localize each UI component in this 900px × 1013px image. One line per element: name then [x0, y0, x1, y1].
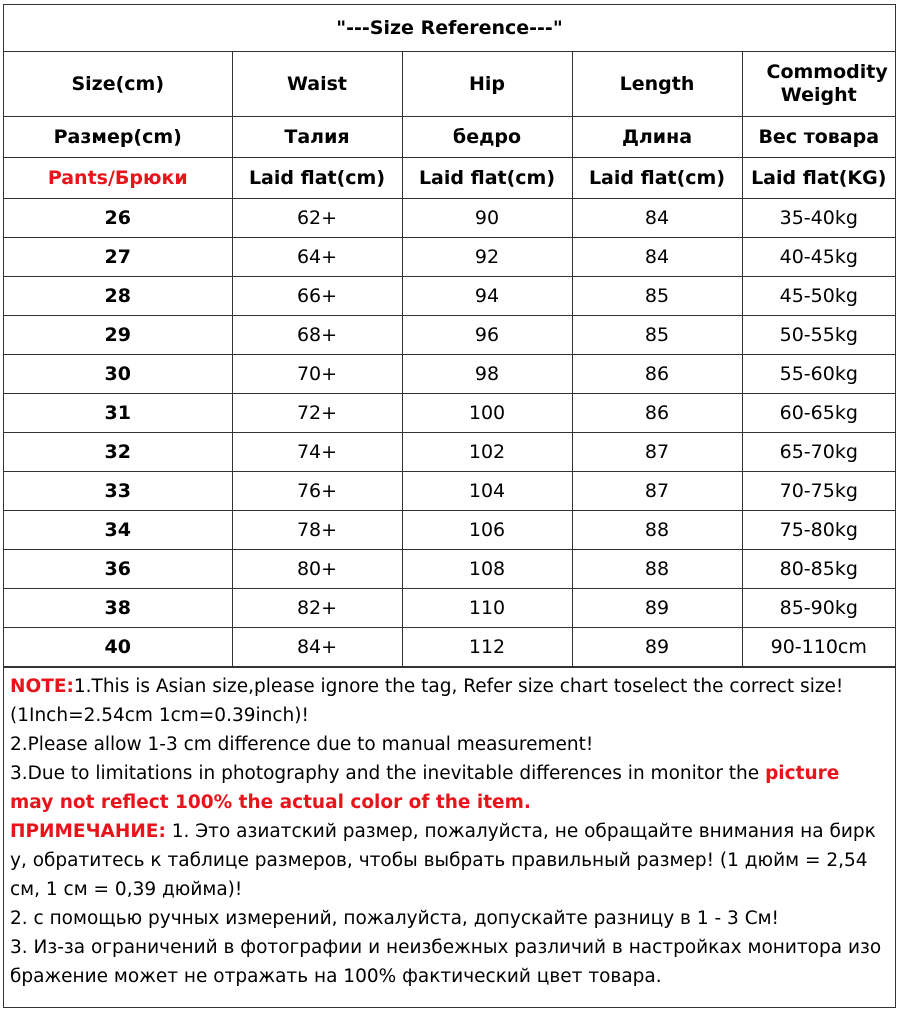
hip-cell: 98 [402, 355, 572, 394]
header-weight: Commodity Weight [742, 52, 895, 117]
table-row [4, 589, 895, 628]
length-cell: 87 [572, 472, 742, 511]
waist-cell: 68+ [232, 316, 402, 355]
note-3 [10, 759, 887, 817]
table-row [4, 550, 895, 589]
hip-cell: 92 [402, 238, 572, 277]
waist-cell: 64+ [232, 238, 402, 277]
weight-cell: 80-85kg [742, 550, 895, 589]
size-cell: 40 [4, 628, 232, 667]
header-weight-ru: Вес товара [742, 117, 895, 158]
note-1 [10, 672, 887, 730]
size-cell: 27 [4, 238, 232, 277]
length-cell: 88 [572, 550, 742, 589]
header-length-ru: Длина [572, 117, 742, 158]
table-row [4, 355, 895, 394]
hip-cell: 96 [402, 316, 572, 355]
note-ru-1 [10, 817, 887, 904]
hip-cell: 108 [402, 550, 572, 589]
unit-weight: Laid flat(KG) [742, 158, 895, 199]
hip-cell: 102 [402, 433, 572, 472]
sheet-title: "---Size Reference---" [4, 5, 895, 52]
table-row [4, 472, 895, 511]
table-row [4, 238, 895, 277]
table-row [4, 316, 895, 355]
table-row [4, 433, 895, 472]
note-1-text: 1.This is Asian size,please ignore the tag, Refer size chart toselect the correct size!(1Inch=2.54cm 1cm=0.39inch)! [10, 676, 844, 726]
header-hip-ru: бедро [402, 117, 572, 158]
waist-cell: 74+ [232, 433, 402, 472]
hip-cell: 112 [402, 628, 572, 667]
waist-cell: 62+ [232, 199, 402, 238]
note-ru-1-text: 1. Это азиатский размер, пожалуйста, не обращайте внимания на бирк у, обратитесь к таблице размеров, чтобы выбрать правильный размер! (1 дюйм = 2,54 см, 1 см = 0,39 дюйма)! [10, 821, 876, 900]
hip-cell: 90 [402, 199, 572, 238]
size-cell: 32 [4, 433, 232, 472]
size-table [4, 52, 895, 667]
waist-cell: 76+ [232, 472, 402, 511]
hip-cell: 110 [402, 589, 572, 628]
weight-cell: 55-60kg [742, 355, 895, 394]
pants-label: Pants/Брюки [4, 158, 232, 199]
header-waist-ru: Талия [232, 117, 402, 158]
weight-cell: 60-65kg [742, 394, 895, 433]
header-waist: Waist [232, 52, 402, 117]
header-hip: Hip [402, 52, 572, 117]
length-cell: 86 [572, 355, 742, 394]
weight-cell: 65-70kg [742, 433, 895, 472]
table-row [4, 628, 895, 667]
waist-cell: 80+ [232, 550, 402, 589]
header-row-russian [4, 117, 895, 158]
weight-cell: 90-110cm [742, 628, 895, 667]
table-row [4, 277, 895, 316]
length-cell: 89 [572, 589, 742, 628]
size-cell: 26 [4, 199, 232, 238]
size-cell: 30 [4, 355, 232, 394]
weight-cell: 40-45kg [742, 238, 895, 277]
length-cell: 89 [572, 628, 742, 667]
weight-cell: 35-40kg [742, 199, 895, 238]
size-rows [4, 199, 895, 667]
length-cell: 88 [572, 511, 742, 550]
header-size-ru: Размер(cm) [4, 117, 232, 158]
notes-section [4, 667, 895, 991]
note-3-text: 3.Due to limitations in photography and the inevitable differences in monitor the [10, 763, 766, 784]
waist-cell: 72+ [232, 394, 402, 433]
size-cell: 36 [4, 550, 232, 589]
size-cell: 34 [4, 511, 232, 550]
waist-cell: 66+ [232, 277, 402, 316]
size-cell: 31 [4, 394, 232, 433]
hip-cell: 106 [402, 511, 572, 550]
table-row [4, 199, 895, 238]
header-length: Length [572, 52, 742, 117]
waist-cell: 84+ [232, 628, 402, 667]
table-row [4, 511, 895, 550]
note-3-red-text: picture may not reflect 100% the actual color of the item. [10, 763, 840, 813]
note-label: NOTE: [10, 676, 74, 697]
size-cell: 38 [4, 589, 232, 628]
header-size: Size(cm) [4, 52, 232, 117]
size-cell: 29 [4, 316, 232, 355]
unit-length: Laid flat(cm) [572, 158, 742, 199]
length-cell: 85 [572, 316, 742, 355]
size-reference-sheet [3, 4, 896, 1008]
length-cell: 85 [572, 277, 742, 316]
note-ru-2: 2. с помощью ручных измерений, пожалуйста, допускайте разницу в 1 - 3 См! [10, 908, 779, 929]
waist-cell: 78+ [232, 511, 402, 550]
note-ru-label: ПРИМЕЧАНИЕ: [10, 821, 166, 842]
header-row-units [4, 158, 895, 199]
hip-cell: 104 [402, 472, 572, 511]
hip-cell: 94 [402, 277, 572, 316]
hip-cell: 100 [402, 394, 572, 433]
header-row-english [4, 52, 895, 117]
size-cell: 33 [4, 472, 232, 511]
length-cell: 86 [572, 394, 742, 433]
waist-cell: 70+ [232, 355, 402, 394]
note-2: 2.Please allow 1-3 cm difference due to manual measurement! [10, 734, 594, 755]
table-row [4, 394, 895, 433]
unit-waist: Laid flat(cm) [232, 158, 402, 199]
weight-cell: 75-80kg [742, 511, 895, 550]
weight-cell: 70-75kg [742, 472, 895, 511]
length-cell: 87 [572, 433, 742, 472]
size-cell: 28 [4, 277, 232, 316]
weight-cell: 85-90kg [742, 589, 895, 628]
weight-cell: 50-55kg [742, 316, 895, 355]
waist-cell: 82+ [232, 589, 402, 628]
length-cell: 84 [572, 238, 742, 277]
weight-cell: 45-50kg [742, 277, 895, 316]
length-cell: 84 [572, 199, 742, 238]
note-ru-3: 3. Из-за ограничений в фотографии и неизбежных различий в настройках монитора изо бражение может не отражать на 100% фактический цвет товара. [10, 937, 882, 987]
unit-hip: Laid flat(cm) [402, 158, 572, 199]
